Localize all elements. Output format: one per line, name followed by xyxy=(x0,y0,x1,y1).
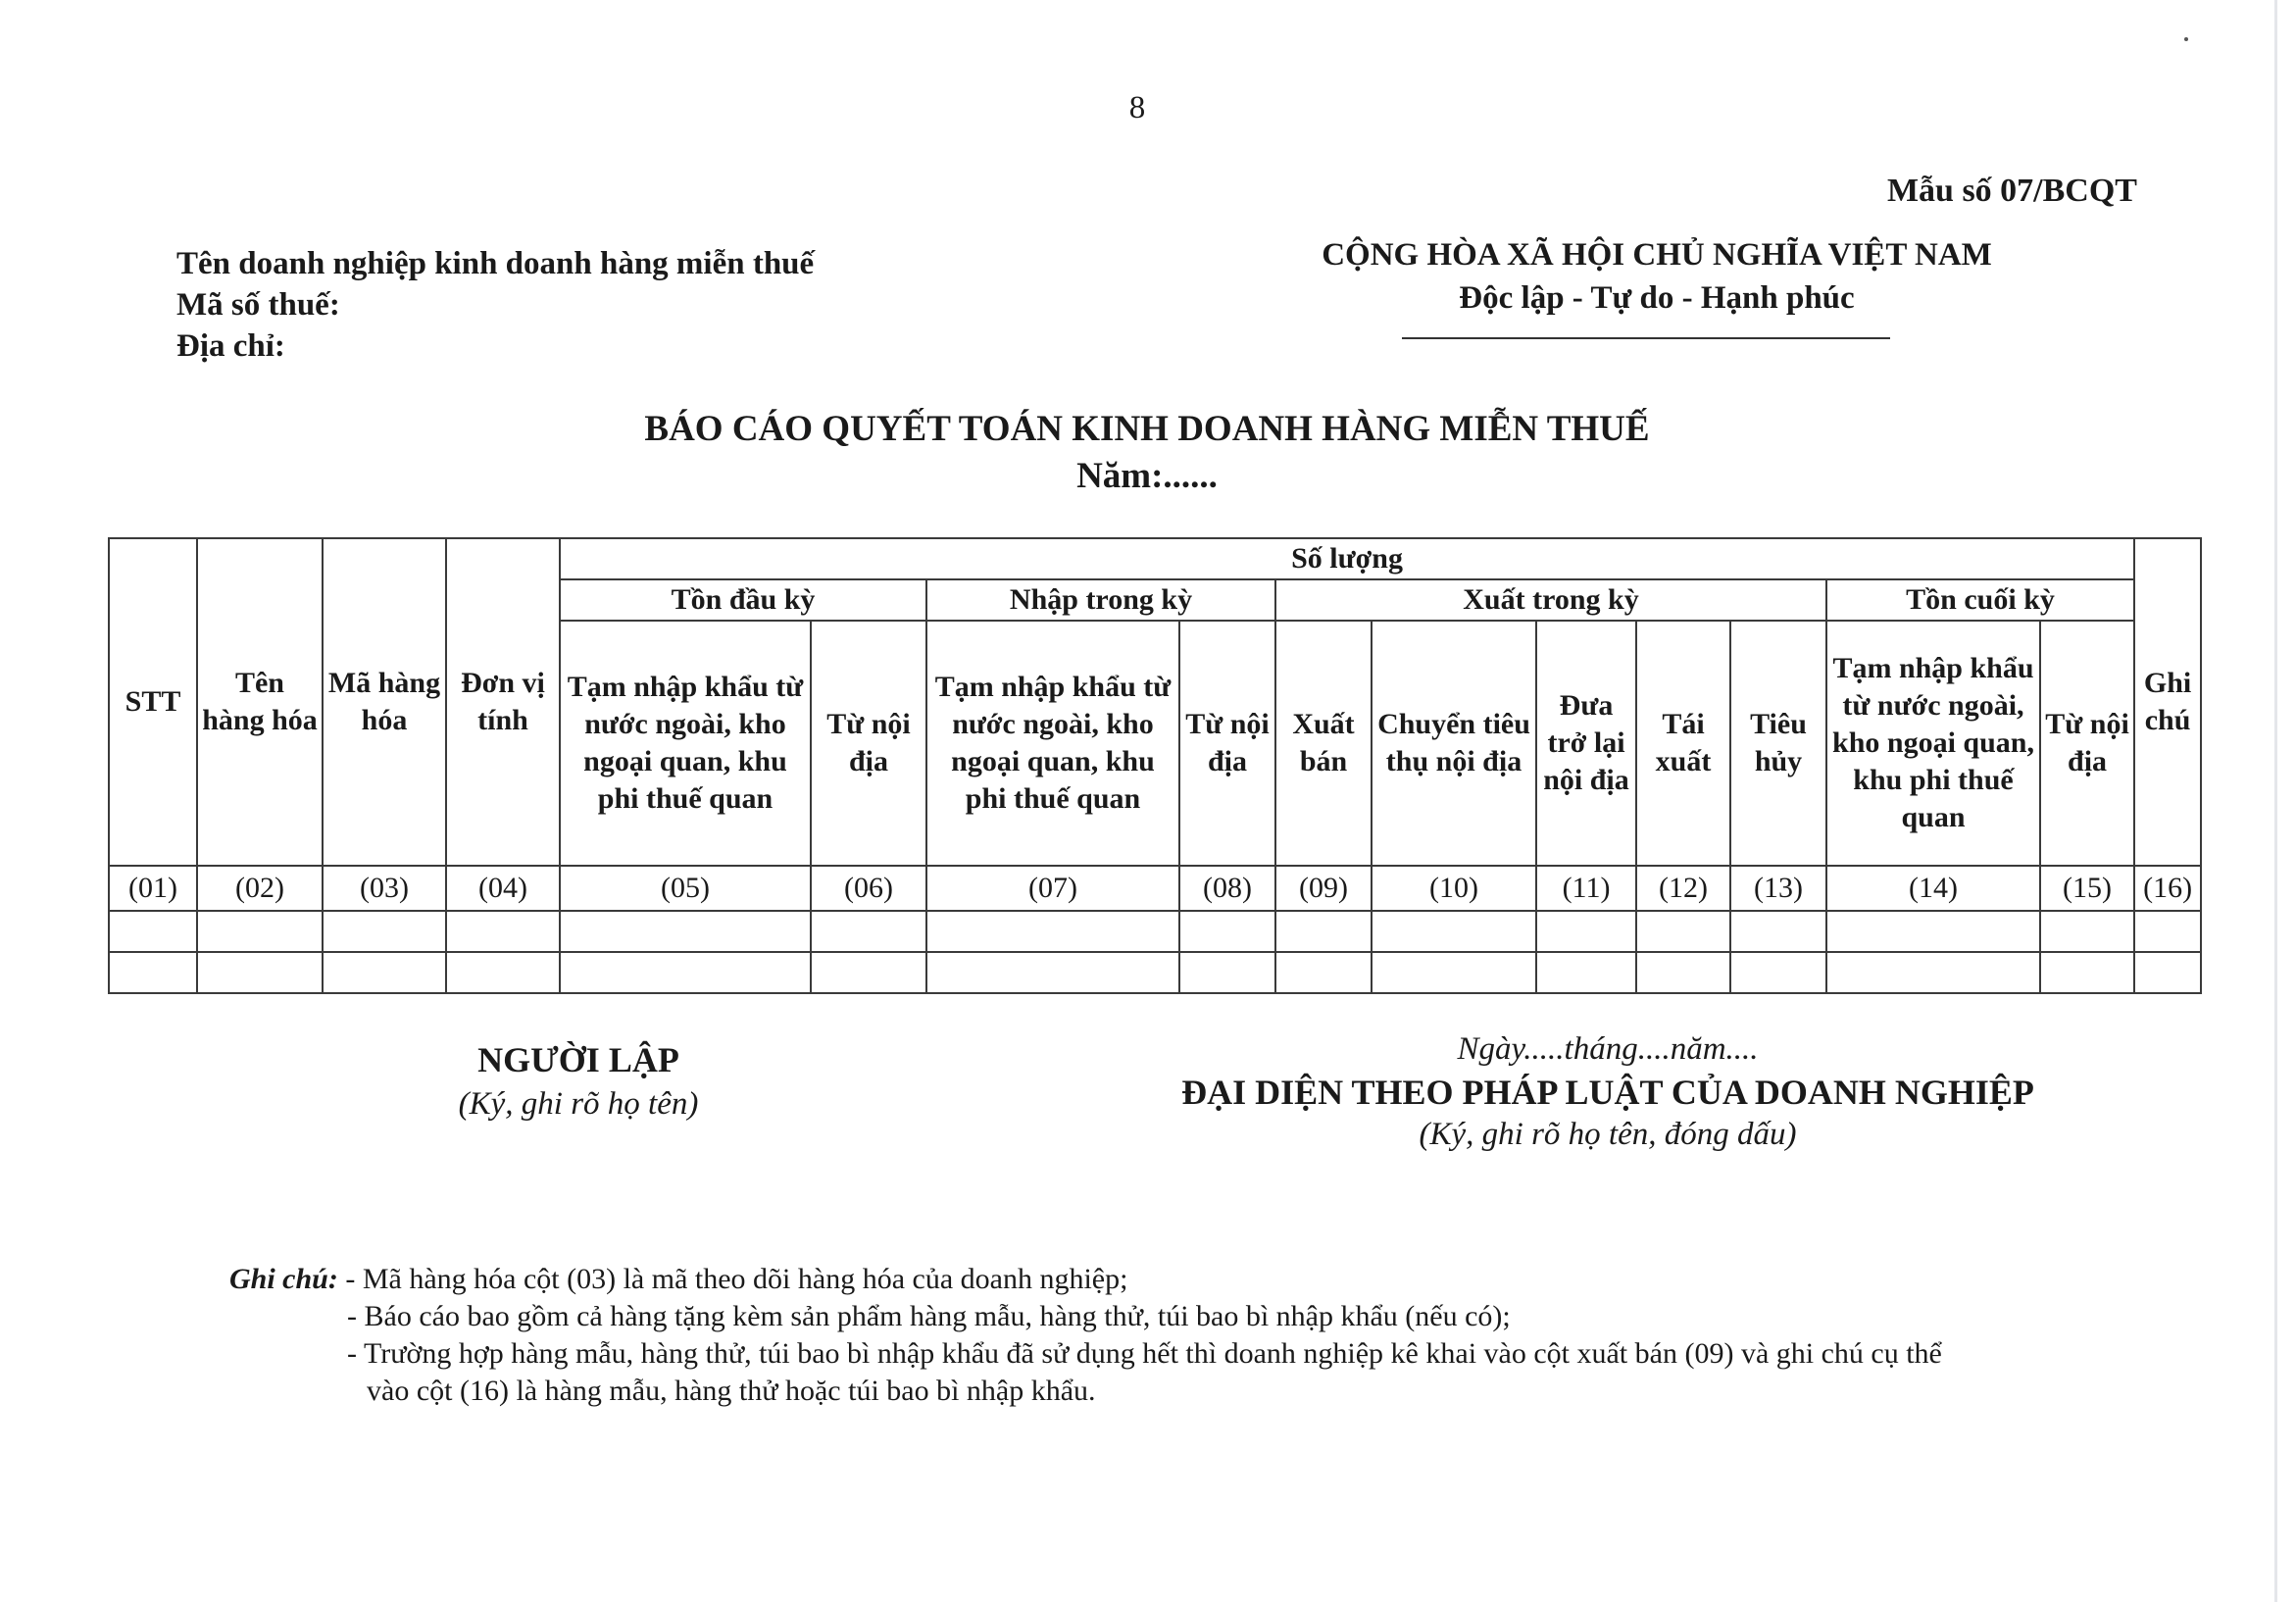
table-cell xyxy=(811,911,926,952)
empty-row xyxy=(109,911,2201,952)
table-cell xyxy=(1826,952,2040,993)
preparer-title: NGƯỜI LẬP xyxy=(477,1040,679,1079)
table-cell xyxy=(1536,952,1636,993)
motto-underline xyxy=(1402,337,1890,339)
column-number-row xyxy=(109,866,2201,911)
company-info xyxy=(176,243,814,367)
table-cell xyxy=(197,911,323,952)
header-so-luong: Số lượng xyxy=(560,538,2134,579)
header-col-07: Tạm nhập khẩu từ nước ngoài, kho ngoại quan, khu phi thuế quan xyxy=(926,621,1179,866)
header-col-13: Tiêu hủy xyxy=(1730,621,1826,866)
note-line-4: vào cột (16) là hàng mẫu, hàng thử hoặc túi bao bì nhập khẩu. xyxy=(367,1375,1096,1407)
report-title: BÁO CÁO QUYẾT TOÁN KINH DOANH HÀNG MIỄN THUẾ xyxy=(644,409,1650,449)
header-stt: STT xyxy=(109,538,197,866)
header-col-15: Từ nội địa xyxy=(2040,621,2134,866)
scan-edge-shadow xyxy=(2274,0,2277,1602)
table-cell xyxy=(811,952,926,993)
table-cell xyxy=(1275,952,1372,993)
header-ton-dau-ky: Tồn đầu kỳ xyxy=(560,579,926,621)
column-number: (11) xyxy=(1536,866,1636,911)
address-label: Địa chỉ: xyxy=(176,328,285,364)
national-header xyxy=(1265,233,2049,320)
table-cell xyxy=(1179,952,1275,993)
table-cell xyxy=(926,952,1179,993)
header-ton-cuoi-ky: Tồn cuối kỳ xyxy=(1826,579,2134,621)
column-number: (13) xyxy=(1730,866,1826,911)
header-col-08: Từ nội địa xyxy=(1179,621,1275,866)
table-cell xyxy=(323,952,446,993)
table-cell xyxy=(1636,911,1730,952)
header-col-12: Tái xuất xyxy=(1636,621,1730,866)
column-number: (05) xyxy=(560,866,811,911)
note-line-2: - Báo cáo bao gồm cả hàng tặng kèm sản phẩm hàng mẫu, hàng thử, túi bao bì nhập khẩu (nếu có); xyxy=(347,1300,1511,1332)
tax-code-label: Mã số thuế: xyxy=(176,287,340,323)
table-cell xyxy=(1730,952,1826,993)
table-cell xyxy=(446,911,560,952)
report-year: Năm:...... xyxy=(1076,456,1218,496)
table-cell xyxy=(1636,952,1730,993)
table-cell xyxy=(323,911,446,952)
column-number: (10) xyxy=(1372,866,1536,911)
table-cell xyxy=(446,952,560,993)
column-number: (09) xyxy=(1275,866,1372,911)
form-code: Mẫu số 07/BCQT xyxy=(1886,173,2137,209)
representative-instruction: (Ký, ghi rõ họ tên, đóng dấu) xyxy=(1419,1117,1797,1152)
column-number: (07) xyxy=(926,866,1179,911)
notes-label: Ghi chú: xyxy=(229,1263,338,1295)
header-ma-hang-hoa: Mã hàng hóa xyxy=(323,538,446,866)
table-cell xyxy=(109,911,197,952)
column-number: (02) xyxy=(197,866,323,911)
note-line-1: - Mã hàng hóa cột (03) là mã theo dõi hàng hóa của doanh nghiệp; xyxy=(337,1263,1128,1295)
header-don-vi-tinh: Đơn vị tính xyxy=(446,538,560,866)
table-cell xyxy=(1372,911,1536,952)
header-col-05: Tạm nhập khẩu từ nước ngoài, kho ngoại quan, khu phi thuế quan xyxy=(560,621,811,866)
table-cell xyxy=(2134,911,2201,952)
page-number: 8 xyxy=(1128,90,1146,125)
table-cell xyxy=(1179,911,1275,952)
header-col-06: Từ nội địa xyxy=(811,621,926,866)
table-cell xyxy=(560,911,811,952)
column-number: (12) xyxy=(1636,866,1730,911)
header-col-10: Chuyển tiêu thụ nội địa xyxy=(1372,621,1536,866)
header-ghi-chu: Ghi chú xyxy=(2134,538,2201,866)
column-number: (08) xyxy=(1179,866,1275,911)
note-line-3: - Trường hợp hàng mẫu, hàng thử, túi bao bì nhập khẩu đã sử dụng hết thì doanh nghiệp kê khai vào cột xuất bán (09) và ghi chú cụ thể xyxy=(347,1337,1942,1370)
table-cell xyxy=(1372,952,1536,993)
column-number: (04) xyxy=(446,866,560,911)
header-ten-hang-hoa: Tên hàng hóa xyxy=(197,538,323,866)
table-cell xyxy=(1275,911,1372,952)
column-number: (14) xyxy=(1826,866,2040,911)
table-cell xyxy=(197,952,323,993)
column-number: (15) xyxy=(2040,866,2134,911)
empty-row xyxy=(109,952,2201,993)
preparer-instruction: (Ký, ghi rõ họ tên) xyxy=(458,1086,699,1122)
table-cell xyxy=(1536,911,1636,952)
representative-signature-block xyxy=(1118,1031,2098,1153)
header-col-09: Xuất bán xyxy=(1275,621,1372,866)
column-number: (01) xyxy=(109,866,197,911)
company-name-label: Tên doanh nghiệp kinh doanh hàng miễn thuế xyxy=(176,246,815,281)
representative-title: ĐẠI DIỆN THEO PHÁP LUẬT CỦA DOANH NGHIỆP xyxy=(1181,1073,2034,1112)
table-cell xyxy=(560,952,811,993)
date-line: Ngày.....tháng....năm.... xyxy=(1457,1031,1759,1067)
table-cell xyxy=(926,911,1179,952)
table-cell xyxy=(1730,911,1826,952)
table-cell xyxy=(2040,952,2134,993)
national-motto: Độc lập - Tự do - Hạnh phúc xyxy=(1459,280,1855,316)
table-cell xyxy=(1826,911,2040,952)
header-xuat-trong-ky: Xuất trong kỳ xyxy=(1275,579,1826,621)
header-col-14: Tạm nhập khẩu từ nước ngoài, kho ngoại quan, khu phi thuế quan xyxy=(1826,621,2040,866)
scan-mark xyxy=(2184,37,2188,41)
table-cell xyxy=(2134,952,2201,993)
national-title: CỘNG HÒA XÃ HỘI CHỦ NGHĨA VIỆT NAM xyxy=(1322,237,1992,273)
header-nhap-trong-ky: Nhập trong kỳ xyxy=(926,579,1275,621)
header-col-11: Đưa trở lại nội địa xyxy=(1536,621,1636,866)
table-cell xyxy=(2040,911,2134,952)
column-number: (03) xyxy=(323,866,446,911)
column-number: (06) xyxy=(811,866,926,911)
table-cell xyxy=(109,952,197,993)
column-number: (16) xyxy=(2134,866,2201,911)
preparer-signature-block xyxy=(382,1039,774,1123)
notes-section xyxy=(229,1261,2171,1410)
report-table xyxy=(108,537,2202,994)
